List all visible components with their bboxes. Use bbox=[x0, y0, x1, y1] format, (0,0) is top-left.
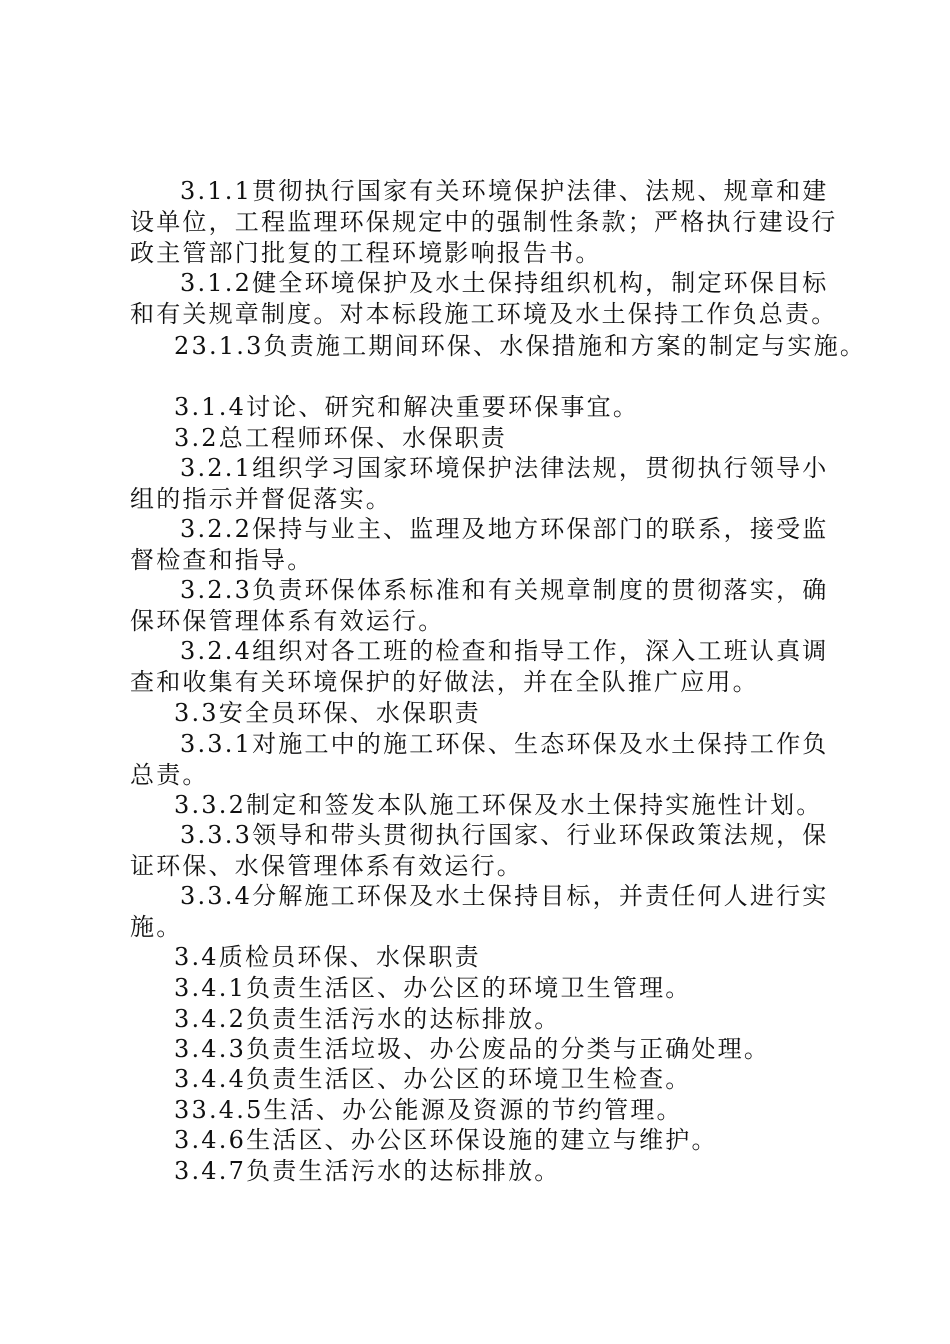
paragraph-3-4-2: 3.4.2负责生活污水的达标排放。 bbox=[174, 1005, 561, 1033]
paragraph-3-1-4: 3.1.4讨论、研究和解决重要环保事宜。 bbox=[174, 393, 640, 421]
paragraph-3-2-1: 3.2.1组织学习国家环境保护法律法规，贯彻执行领导小组的指示并督促落实。 bbox=[130, 454, 829, 513]
paragraph-3-3-1: 3.3.1对施工中的施工环保、生态环保及水土保持工作负总责。 bbox=[130, 730, 829, 789]
paragraph-3-4-5: 33.4.5生活、办公能源及资源的节约管理。 bbox=[174, 1096, 683, 1124]
paragraph-3-4-3: 3.4.3负责生活垃圾、办公废品的分类与正确处理。 bbox=[174, 1035, 771, 1063]
paragraph-3-1-3: 23.1.3负责施工期间环保、水保措施和方案的制定与实施。 bbox=[174, 332, 867, 360]
paragraph-3-4-1: 3.4.1负责生活区、办公区的环境卫生管理。 bbox=[174, 974, 692, 1002]
paragraph-3-4-6: 3.4.6生活区、办公区环保设施的建立与维护。 bbox=[174, 1126, 718, 1154]
paragraph-3-4-4: 3.4.4负责生活区、办公区的环境卫生检查。 bbox=[174, 1065, 692, 1093]
paragraph-3-3-3: 3.3.3领导和带头贯彻执行国家、行业环保政策法规，保证环保、水保管理体系有效运行。 bbox=[130, 821, 829, 880]
paragraph-3-2-3: 3.2.3负责环保体系标准和有关规章制度的贯彻落实，确保环保管理体系有效运行。 bbox=[130, 576, 829, 635]
paragraph-3-3-2: 3.3.2制定和签发本队施工环保及水土保持实施性计划。 bbox=[174, 791, 823, 819]
heading-3-3: 3.3安全员环保、水保职责 bbox=[174, 699, 481, 727]
heading-3-4: 3.4质检员环保、水保职责 bbox=[174, 943, 481, 971]
heading-3-2: 3.2总工程师环保、水保职责 bbox=[174, 424, 507, 452]
paragraph-3-2-2: 3.2.2保持与业主、监理及地方环保部门的联系，接受监督检查和指导。 bbox=[130, 515, 829, 574]
paragraph-3-3-4: 3.3.4分解施工环保及水土保持目标，并责任何人进行实施。 bbox=[130, 882, 829, 941]
paragraph-3-4-7: 3.4.7负责生活污水的达标排放。 bbox=[174, 1157, 561, 1185]
paragraph-3-1-1: 3.1.1贯彻执行国家有关环境保护法律、法规、规章和建设单位，工程监理环保规定中的强制性条款；严格执行建设行政主管部门批复的工程环境影响报告书。 bbox=[130, 177, 838, 267]
paragraph-3-2-4: 3.2.4组织对各工班的检查和指导工作，深入工班认真调查和收集有关环境保护的好做法，并在全队推广应用。 bbox=[130, 637, 829, 696]
paragraph-3-1-2: 3.1.2健全环境保护及水土保持组织机构，制定环保目标和有关规章制度。对本标段施工环境及水土保持工作负总责。 bbox=[130, 269, 838, 328]
